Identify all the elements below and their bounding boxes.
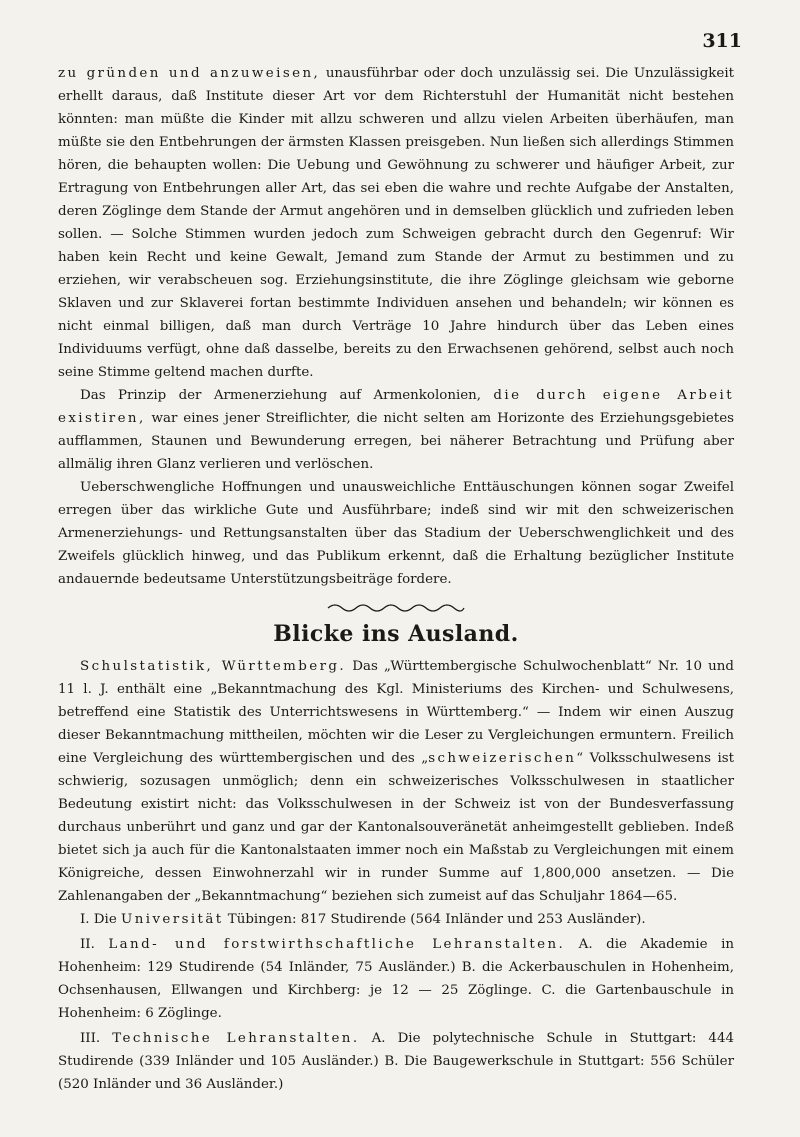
spaced-phrase: Universität: [121, 912, 224, 927]
paragraph-5: [58, 908, 734, 931]
spaced-phrase: Land- und forstwirthschaftliche Lehranstalten.: [108, 937, 566, 952]
page-body: [58, 62, 734, 1096]
spaced-phrase: schweizerischen: [428, 751, 577, 766]
paragraph-7: [58, 1027, 734, 1096]
paragraph-1: [58, 62, 734, 384]
paragraph-text: Das „Württembergische Schulwochenblatt“ Nr. 10 und 11 l. J. enthält eine „Bekanntmachung des Kgl. Ministeriums des Kirchen- und Schulwesens, betreffend eine Statistik des Unterrichtswesens in Württemberg.“ — Indem wir einen Auszug dieser Bekanntmachung mittheilen, möchten wir die Leser zu Vergleichungen ermuntern. Freilich eine Vergleichung des württembergischen und des „: [58, 659, 734, 766]
spaced-phrase: zu gründen und anzuweisen,: [58, 66, 321, 81]
paragraph-text: A. Die polytechnische Schule in Stuttgart: 444 Studirende (339 Inländer und 105 Ausländer.) B. Die Baugewerkschule in Stuttgart: 556 Schüler (520 Inländer und 36 Ausländer.): [58, 1031, 734, 1092]
paragraph-text: war eines jener Streiflichter, die nicht selten am Horizonte des Erziehungsgebietes aufflammen, Staunen und Bewunderung erregen, bei näherer Betrachtung und Prüfung aber allmälig ihren Glanz verlieren und verlöschen.: [58, 411, 734, 472]
decorative-divider: [326, 601, 466, 615]
paragraph-4: [58, 655, 734, 908]
paragraph-2: [58, 384, 734, 476]
section-heading: Blicke ins Ausland.: [273, 621, 519, 647]
paragraph-text: Das Prinzip der Armenerziehung auf Armenkolonien,: [80, 388, 494, 403]
paragraph-text: A. die Akademie in Hohenheim: 129 Studirende (54 Inländer, 75 Ausländer.) B. die Ackerbauschulen in Hohenheim, Ochsenhausen, Ellwangen und Kirchberg: je 12 — 25 Zöglinge. C. die Gartenbauschule in Hohenheim: 6 Zöglinge.: [58, 937, 735, 1021]
page-number: 311: [702, 30, 742, 52]
paragraph-text: “ Volksschulwesens ist schwierig, sozusagen unmöglich; denn ein schweizerisches Volksschulwesen in staatlicher Bedeutung existirt nicht: das Volksschulwesen in der Schweiz ist von der Bundesverfassung durchaus unberührt und ganz und gar der Kantonalsouveränetät anheimgestellt geblieben. Indeß bietet sich ja auch für die Kantonalstaaten immer noch ein Maßstab zu Vergleichungen mit einem Königreiche, dessen Einwohnerzahl wir in runder Summe auf 1,800,000 ansetzen. — Die Zahlenangaben der „Bekanntmachung“ beziehen sich zumeist auf das Schuljahr 1864—65.: [58, 751, 735, 904]
spaced-phrase: die durch eigene Arbeit existiren,: [58, 388, 734, 426]
paragraph-text: II.: [80, 937, 109, 952]
spaced-phrase: Technische Lehranstalten.: [112, 1031, 360, 1046]
paragraph-text: III.: [80, 1031, 113, 1046]
paragraph-text: Tübingen: 817 Studirende (564 Inländer und 253 Ausländer).: [223, 912, 646, 927]
paragraph-6: [58, 933, 734, 1025]
paragraph-3: Ueberschwengliche Hoffnungen und unausweichliche Enttäuschungen können sogar Zweifel erregen über das wirkliche Gute und Ausführbare; indeß sind wir mit den schweizerischen Armenerziehungs- und Rettungsanstalten über das Stadium der Ueberschwenglichkeit und des Zweifels glücklich hinweg, und das Publikum erkennt, daß die Erhaltung bezüglicher Institute andauernde bedeutsame Unterstützungsbeiträge fordere.: [58, 480, 734, 587]
paragraph-text: I. Die: [80, 912, 122, 927]
paragraph-text: unausführbar oder doch unzulässig sei. Die Unzulässigkeit erhellt daraus, daß Institute dieser Art vor dem Richterstuhl der Humanität nicht bestehen könnten: man müßte die Kinder mit allzu schweren und allzu vielen Arbeiten überhäufen, man müßte sie den Entbehrungen der ärmsten Klassen preisgeben. Nun ließen sich allerdings Stimmen hören, die behaupten wollen: Die Uebung und Gewöhnung zu schwerer und häufiger Arbeit, zur Ertragung von Entbehrungen aller Art, das sei eben die wahre und rechte Aufgabe der Anstalten, deren Zöglinge dem Stande der Armut angehören und in demselben glücklich und zufrieden leben sollen. — Solche Stimmen wurden jedoch zum Schweigen gebracht durch den Gegenruf: Wir haben kein Recht und keine Gewalt, Jemand zum Stande der Armut zu bestimmen und zu erziehen, wir verabscheuen sog. Erziehungsinstitute, die ihre Zöglinge gleichsam wie geborne Sklaven und zur Sklaverei fortan bestimmte Individuen ansehen und behandeln; wir können es nicht einmal billigen, daß man durch Verträge 10 Jahre hindurch über das Leben eines Individuums verfügt, ohne daß dasselbe, bereits zu den Erwachsenen gehörend, selbst auch noch seine Stimme geltend machen durfte.: [58, 66, 734, 380]
wavy-rule-icon: [326, 601, 466, 615]
spaced-phrase: Schulstatistik, Württemberg.: [80, 659, 347, 674]
